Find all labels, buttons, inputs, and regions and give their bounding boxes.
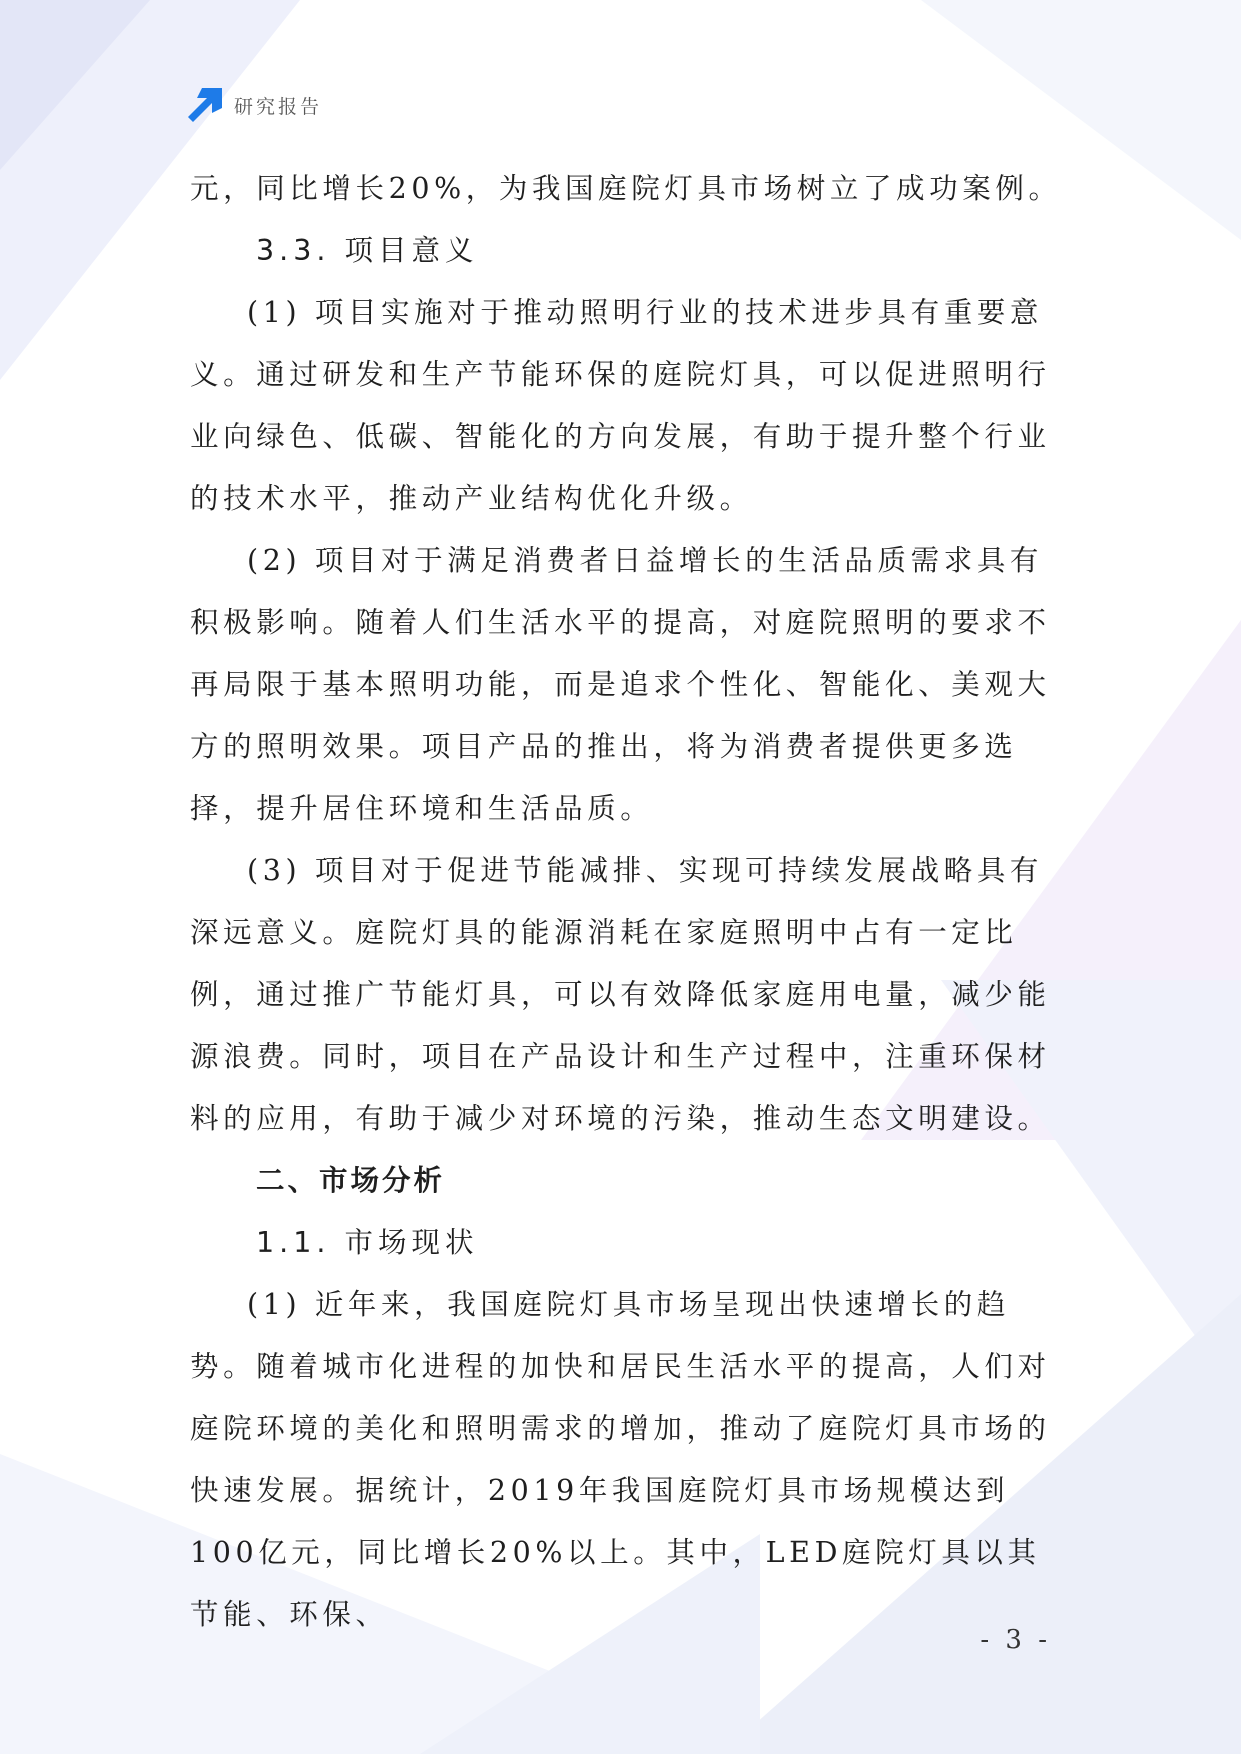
document-body: [190, 158, 1065, 1646]
page-header: [188, 88, 322, 122]
arrow-up-right-icon: [188, 88, 222, 122]
header-title: 研究报告: [234, 95, 323, 118]
section-heading-3-3: 3.3. 项目意义: [256, 234, 479, 267]
paragraph-significance-3: (3) 项目对于促进节能减排、实现可持续发展战略具有深远意义。庭院灯具的能源消耗在家庭照明中占有一定比例，通过推广节能灯具，可以有效降低家庭用电量，减少能源浪费。同时，项目在产品设计和生产过程中，注重环保材料的应用，有助于减少对环境的污染，推动生态文明建设。: [190, 854, 1051, 1135]
chapter-heading-market-analysis: 二、市场分析: [256, 1164, 446, 1197]
section-heading-1-1: 1.1. 市场现状: [256, 1226, 479, 1259]
paragraph-significance-2: (2) 项目对于满足消费者日益增长的生活品质需求具有积极影响。随着人们生活水平的提高，对庭院照明的要求不再局限于基本照明功能，而是追求个性化、智能化、美观大方的照明效果。项目产品的推出，将为消费者提供更多选择，提升居住环境和生活品质。: [190, 544, 1051, 825]
paragraph-continuation: 元，同比增长20%，为我国庭院灯具市场树立了成功案例。: [190, 172, 1062, 205]
paragraph-significance-1: (1) 项目实施对于推动照明行业的技术进步具有重要意义。通过研发和生产节能环保的庭院灯具，可以促进照明行业向绿色、低碳、智能化的方向发展，有助于提升整个行业的技术水平，推动产业结构优化升级。: [190, 296, 1051, 515]
paragraph-market-status-1: (1) 近年来，我国庭院灯具市场呈现出快速增长的趋势。随着城市化进程的加快和居民生活水平的提高，人们对庭院环境的美化和照明需求的增加，推动了庭院灯具市场的快速发展。据统计，2019年我国庭院灯具市场规模达到100亿元，同比增长20%以上。其中，LED庭院灯具以其节能、环保、: [190, 1288, 1051, 1631]
page-number: - 3 -: [980, 1625, 1051, 1655]
